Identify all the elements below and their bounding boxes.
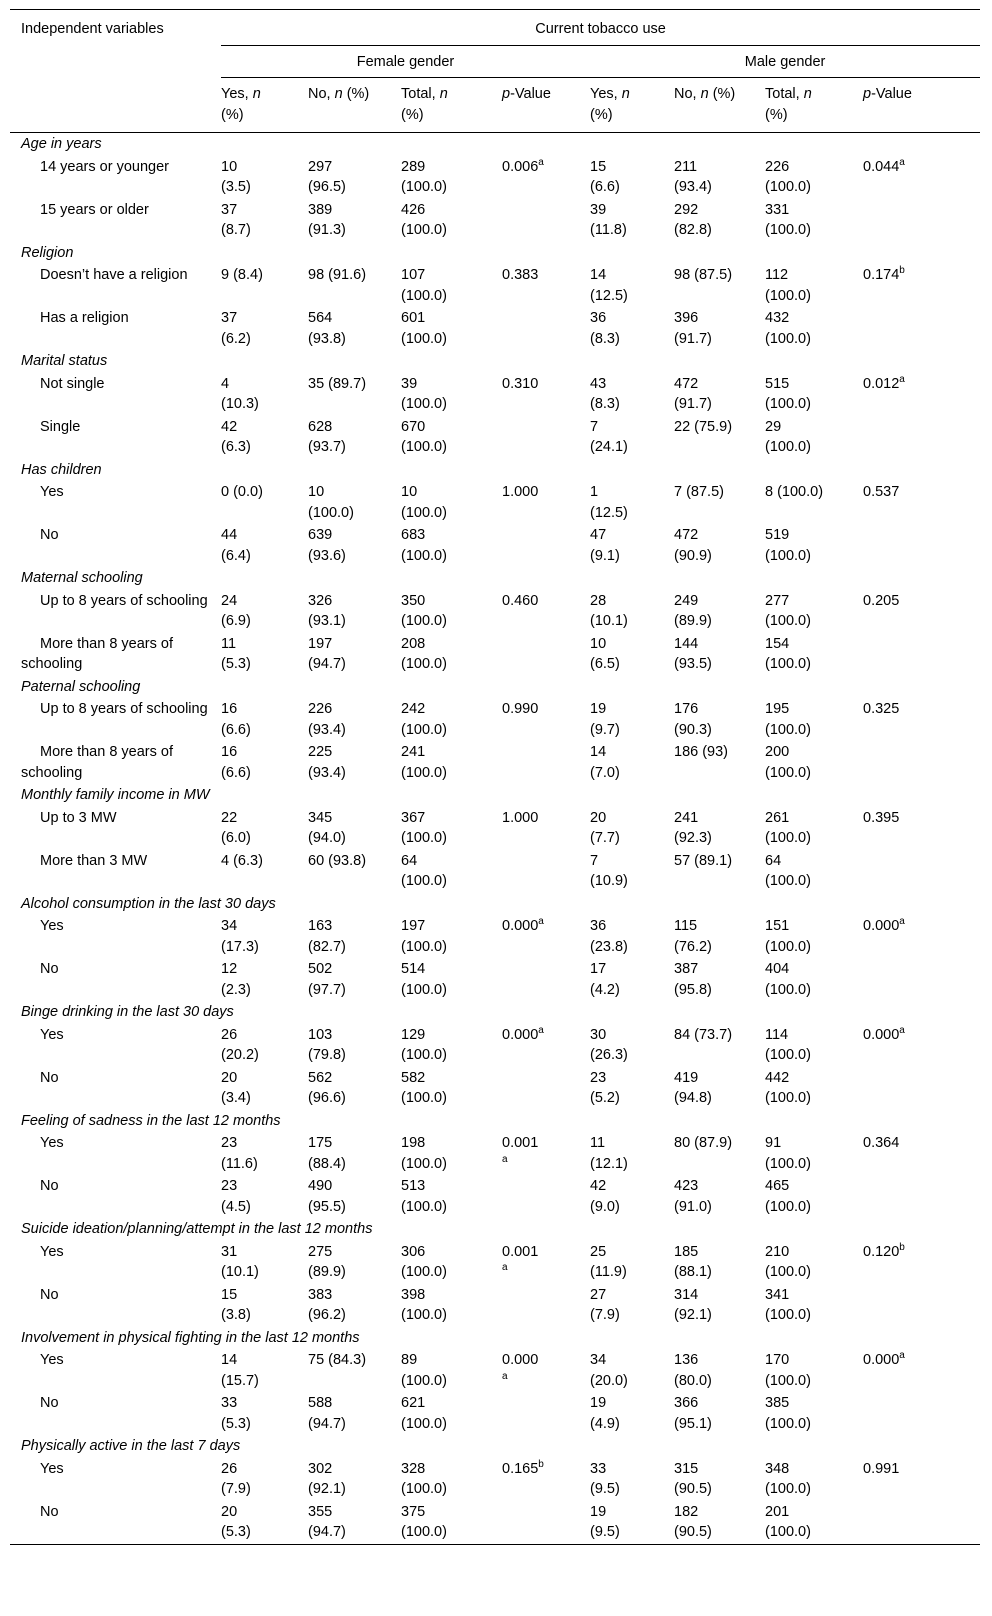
table-cell: 115 (76.2) <box>674 918 712 955</box>
table-cell: 15 (3.8) <box>221 1286 251 1323</box>
table-cell: 302 (92.1) <box>308 1460 346 1497</box>
table-cell: 98 (91.6) <box>308 267 367 283</box>
table-cell: 670 (100.0) <box>401 418 447 455</box>
row-label: No <box>40 1503 59 1520</box>
section-heading: Has children <box>21 461 102 478</box>
row-label: More than 8 years of schooling <box>21 635 173 672</box>
table-cell: 28 (10.1) <box>590 592 628 629</box>
p-value: 0.174$^b$ <box>863 265 905 283</box>
table-cell: 10 (3.5) <box>221 158 251 195</box>
table-cell: 17 (4.2) <box>590 961 620 998</box>
table-cell: 10 (6.5) <box>590 635 620 672</box>
table-cell: 10 (100.0) <box>401 484 447 521</box>
table-cell: 42 (6.3) <box>221 418 251 455</box>
p-value: 0.991 <box>863 1460 900 1477</box>
table-cell: 208 (100.0) <box>401 635 447 672</box>
table-cell: 366 (95.1) <box>674 1395 712 1432</box>
table-cell: 182 (90.5) <box>674 1503 712 1540</box>
table-cell: 423 (91.0) <box>674 1178 712 1215</box>
table-cell: 341 (100.0) <box>765 1286 811 1323</box>
section-heading: Binge drinking in the last 30 days <box>21 1004 234 1020</box>
p-value <box>863 1175 980 1218</box>
section-heading: Monthly family income in MW <box>21 787 210 803</box>
table-row <box>10 481 980 524</box>
table-cell: 210 (100.0) <box>765 1243 811 1280</box>
table-cell: 562 (96.6) <box>308 1069 346 1106</box>
table-cell: 15 (6.6) <box>590 158 620 195</box>
table-cell: 12 (2.3) <box>221 961 251 998</box>
table-cell: 564 (93.8) <box>308 310 346 347</box>
table-cell: 275 (89.9) <box>308 1243 346 1280</box>
table-row <box>10 1349 980 1392</box>
table-cell: 89 (100.0) <box>401 1352 447 1389</box>
p-value: 1.000 <box>502 484 539 500</box>
table-cell: 14 (7.0) <box>590 744 620 781</box>
table-cell: 39 (100.0) <box>401 375 447 412</box>
table-cell: 103 (79.8) <box>308 1026 346 1063</box>
p-value <box>863 524 980 567</box>
table-cell: 14 (15.7) <box>221 1352 259 1389</box>
table-cell: 60 (93.8) <box>308 852 367 869</box>
row-label: No <box>40 1069 59 1086</box>
table-cell: 64 (100.0) <box>765 852 811 889</box>
table-cell: 24 (6.9) <box>221 592 251 629</box>
section-heading: Marital status <box>21 353 108 369</box>
row-label: More than 8 years of schooling <box>21 744 173 781</box>
table-cell: 4 (10.3) <box>221 375 259 412</box>
table-cell: 472 (90.9) <box>674 527 712 564</box>
table-cell: 75 (84.3) <box>308 1352 367 1368</box>
p-value: 0.537 <box>863 484 900 500</box>
table-cell: 10 (100.0) <box>308 484 354 521</box>
row-label: Yes <box>40 1135 64 1151</box>
table-cell: 350 (100.0) <box>401 592 447 629</box>
column-header: Total, n (%) <box>401 86 448 123</box>
table-row <box>10 915 980 958</box>
column-header: p-Value <box>863 86 912 102</box>
table-cell: 367 (100.0) <box>401 809 447 846</box>
table-cell: 20 (5.3) <box>221 1503 251 1540</box>
row-label: No <box>40 961 59 977</box>
p-value: 0.383 <box>502 267 539 283</box>
table-cell: 197 (94.7) <box>308 635 346 672</box>
p-value: 0.000$^a$ <box>502 1024 544 1043</box>
table-cell: 91 (100.0) <box>765 1135 811 1172</box>
row-label: No <box>40 527 59 543</box>
table-cell: 114 (100.0) <box>765 1026 811 1063</box>
section-heading: Feeling of sadness in the last 12 months <box>21 1112 281 1129</box>
row-label: Up to 8 years of schooling <box>40 701 208 717</box>
row-label: Yes <box>40 1460 64 1477</box>
p-value <box>502 1392 590 1435</box>
p-value: 0.000 $^a$ <box>502 1352 539 1382</box>
table-cell: 197 (100.0) <box>401 918 447 955</box>
table-cell: 23 (5.2) <box>590 1069 620 1106</box>
table-row <box>10 590 980 633</box>
table-cell: 23 (11.6) <box>221 1135 258 1172</box>
row-label: No <box>40 1395 59 1411</box>
table-row <box>10 199 980 242</box>
p-value <box>863 958 980 1001</box>
section-heading: Religion <box>21 244 74 261</box>
table-cell: 211 (93.4) <box>674 158 712 195</box>
table-cell: 37 (8.7) <box>221 201 251 238</box>
p-value: 0.325 <box>863 701 900 717</box>
p-value: 1.000 <box>502 809 539 826</box>
table-cell: 297 (96.5) <box>308 158 346 195</box>
table-row <box>10 1458 980 1501</box>
table-cell: 80 (87.9) <box>674 1135 733 1151</box>
table-cell: 348 (100.0) <box>765 1460 811 1497</box>
table-cell: 225 (93.4) <box>308 744 346 781</box>
p-value: 0.120$^b$ <box>863 1241 905 1260</box>
table-cell: 502 (97.7) <box>308 961 346 998</box>
table-cell: 200 (100.0) <box>765 744 811 781</box>
p-value <box>863 850 980 893</box>
table-row <box>10 307 980 350</box>
row-label: Yes <box>40 1026 64 1043</box>
table-cell: 328 (100.0) <box>401 1460 447 1497</box>
table-row <box>10 633 980 676</box>
table-cell: 16 (6.6) <box>221 701 251 738</box>
table-cell: 331 (100.0) <box>765 201 811 238</box>
table-cell: 7 (87.5) <box>674 484 724 500</box>
table-cell: 154 (100.0) <box>765 635 811 672</box>
table-cell: 9 (8.4) <box>221 267 263 283</box>
p-value <box>502 416 590 459</box>
table-cell: 404 (100.0) <box>765 961 811 998</box>
table-cell: 314 (92.1) <box>674 1286 712 1323</box>
table-cell: 242 (100.0) <box>401 701 447 738</box>
table-cell: 1 (12.5) <box>590 484 628 521</box>
table-cell: 432 (100.0) <box>765 310 811 347</box>
p-value <box>863 199 980 242</box>
table-cell: 30 (26.3) <box>590 1026 628 1063</box>
p-value <box>863 1284 980 1327</box>
table-cell: 201 (100.0) <box>765 1503 811 1540</box>
table-cell: 107 (100.0) <box>401 267 447 304</box>
table-row <box>10 1024 980 1067</box>
table-cell: 0 (0.0) <box>221 484 263 500</box>
table-cell: 261 (100.0) <box>765 809 811 846</box>
row-label: More than 3 MW <box>40 852 148 869</box>
p-value: 0.000$^a$ <box>863 1350 905 1368</box>
table-cell: 36 (23.8) <box>590 918 628 955</box>
table-cell: 27 (7.9) <box>590 1286 620 1323</box>
section-heading: Physically active in the last 7 days <box>21 1438 241 1454</box>
row-label: 15 years or older <box>40 201 149 218</box>
table-cell: 289 (100.0) <box>401 158 447 195</box>
row-label: Not single <box>40 375 105 392</box>
table-cell: 35 (89.7) <box>308 375 367 392</box>
female-header: Female gender <box>221 45 590 78</box>
table-row <box>10 373 980 416</box>
column-header: p-Value <box>502 86 551 102</box>
table-row <box>10 741 980 784</box>
table-cell: 43 (8.3) <box>590 375 620 412</box>
table-row <box>10 1241 980 1284</box>
p-value: 0.205 <box>863 592 900 609</box>
table-cell: 19 (4.9) <box>590 1395 620 1432</box>
row-label: Yes <box>40 484 64 500</box>
p-value: 0.990 <box>502 701 539 717</box>
table-cell: 136 (80.0) <box>674 1352 712 1389</box>
column-header: Yes, n (%) <box>590 86 630 123</box>
p-value: 0.001 $^a$ <box>502 1243 539 1273</box>
p-value: 0.012$^a$ <box>863 373 905 392</box>
male-header: Male gender <box>590 45 980 78</box>
table-cell: 426 (100.0) <box>401 201 447 238</box>
p-value: 0.460 <box>502 592 539 609</box>
p-value: 0.001 $^a$ <box>502 1135 539 1165</box>
table-row <box>10 524 980 567</box>
column-header: Total, n (%) <box>765 86 812 123</box>
p-value <box>863 741 980 784</box>
p-value <box>502 1175 590 1218</box>
section-heading: Age in years <box>21 136 102 152</box>
table-cell: 47 (9.1) <box>590 527 620 564</box>
table-cell: 37 (6.2) <box>221 310 251 347</box>
p-value <box>502 1284 590 1327</box>
table-cell: 315 (90.5) <box>674 1460 712 1497</box>
table-cell: 465 (100.0) <box>765 1178 811 1215</box>
section-heading: Maternal schooling <box>21 570 143 586</box>
p-value <box>502 1501 590 1545</box>
row-label: Yes <box>40 1352 64 1368</box>
table-cell: 11 (5.3) <box>221 635 251 672</box>
table-cell: 389 (91.3) <box>308 201 346 238</box>
table-cell: 151 (100.0) <box>765 918 811 955</box>
table-cell: 33 (5.3) <box>221 1395 251 1432</box>
table-cell: 241 (92.3) <box>674 809 712 846</box>
table-cell: 7 (24.1) <box>590 418 628 455</box>
table-cell: 26 (20.2) <box>221 1026 259 1063</box>
table-cell: 514 (100.0) <box>401 961 447 998</box>
table-cell: 398 (100.0) <box>401 1286 447 1323</box>
table-cell: 20 (3.4) <box>221 1069 251 1106</box>
row-label: Up to 8 years of schooling <box>40 592 208 609</box>
p-value: 0.044$^a$ <box>863 156 905 175</box>
table-cell: 490 (95.5) <box>308 1178 346 1215</box>
table-cell: 33 (9.5) <box>590 1460 620 1497</box>
p-value: 0.395 <box>863 809 900 826</box>
row-label: Single <box>40 418 81 435</box>
table-row <box>10 850 980 893</box>
table-cell: 11 (12.1) <box>590 1135 628 1172</box>
table-cell: 396 (91.7) <box>674 310 712 347</box>
table-cell: 25 (11.9) <box>590 1243 627 1280</box>
table-cell: 472 (91.7) <box>674 375 712 412</box>
row-label: Up to 3 MW <box>40 809 117 826</box>
table-row <box>10 1501 980 1545</box>
column-header: No, n (%) <box>308 86 370 102</box>
row-label: No <box>40 1178 59 1194</box>
table-cell: 345 (94.0) <box>308 809 346 846</box>
table-cell: 385 (100.0) <box>765 1395 811 1432</box>
table-cell: 16 (6.6) <box>221 744 251 781</box>
table-cell: 519 (100.0) <box>765 527 811 564</box>
table-row <box>10 1392 980 1435</box>
table-row <box>10 958 980 1001</box>
spanner-header: Current tobacco use <box>221 10 980 46</box>
table-cell: 277 (100.0) <box>765 592 811 629</box>
table-cell: 628 (93.7) <box>308 418 346 455</box>
column-header: No, n (%) <box>674 86 736 102</box>
table-cell: 582 (100.0) <box>401 1069 447 1106</box>
section-heading: Involvement in physical fighting in the last 12 months <box>21 1329 360 1346</box>
p-value: 0.000$^a$ <box>863 916 905 934</box>
table-cell: 186 (93) <box>674 744 729 760</box>
table-cell: 34 (17.3) <box>221 918 259 955</box>
p-value: 0.165$^b$ <box>502 1458 544 1477</box>
table-cell: 513 (100.0) <box>401 1178 447 1215</box>
table-cell: 20 (7.7) <box>590 809 620 846</box>
section-heading: Alcohol consumption in the last 30 days <box>21 895 276 912</box>
p-value <box>863 416 980 459</box>
row-label: Yes <box>40 918 64 934</box>
table-cell: 84 (73.7) <box>674 1026 733 1043</box>
table-cell: 292 (82.8) <box>674 201 712 238</box>
p-value <box>863 307 980 350</box>
table-row <box>10 1132 980 1175</box>
table-cell: 44 (6.4) <box>221 527 251 564</box>
table-cell: 39 (11.8) <box>590 201 627 238</box>
column-header: Yes, n (%) <box>221 86 261 123</box>
table-row <box>10 1067 980 1110</box>
table-cell: 306 (100.0) <box>401 1243 447 1280</box>
table-body <box>10 133 980 1545</box>
table-cell: 29 (100.0) <box>765 418 811 455</box>
row-label: Has a religion <box>40 310 129 326</box>
table-cell: 7 (10.9) <box>590 852 628 889</box>
table-cell: 129 (100.0) <box>401 1026 447 1063</box>
table-cell: 621 (100.0) <box>401 1395 447 1432</box>
p-value: 0.000$^a$ <box>863 1024 905 1043</box>
p-value <box>863 1067 980 1110</box>
table-cell: 112 (100.0) <box>765 267 811 304</box>
table-cell: 36 (8.3) <box>590 310 620 347</box>
table-cell: 19 (9.7) <box>590 701 620 738</box>
table-cell: 98 (87.5) <box>674 267 733 283</box>
table-cell: 57 (89.1) <box>674 852 733 869</box>
table-cell: 226 (93.4) <box>308 701 346 738</box>
p-value <box>502 633 590 676</box>
row-label: Doesn’t have a religion <box>40 267 188 283</box>
table-cell: 8 (100.0) <box>765 484 824 500</box>
table-header <box>10 10 980 133</box>
table-row <box>10 156 980 199</box>
p-value <box>502 307 590 350</box>
table-cell: 241 (100.0) <box>401 744 447 781</box>
table-cell: 195 (100.0) <box>765 701 811 738</box>
table-cell: 22 (6.0) <box>221 809 251 846</box>
table-cell: 14 (12.5) <box>590 267 628 304</box>
table-cell: 19 (9.5) <box>590 1503 620 1540</box>
table-cell: 4 (6.3) <box>221 852 263 869</box>
table-cell: 185 (88.1) <box>674 1243 712 1280</box>
table-cell: 515 (100.0) <box>765 375 811 412</box>
table-cell: 226 (100.0) <box>765 158 811 195</box>
table-cell: 175 (88.4) <box>308 1135 346 1172</box>
table-cell: 144 (93.5) <box>674 635 712 672</box>
tobacco-use-table <box>10 9 980 1545</box>
table-row <box>10 416 980 459</box>
table-cell: 31 (10.1) <box>221 1243 259 1280</box>
p-value: 0.310 <box>502 375 539 392</box>
table-cell: 601 (100.0) <box>401 310 447 347</box>
table-row <box>10 807 980 850</box>
section-heading: Paternal schooling <box>21 678 141 695</box>
table-cell: 387 (95.8) <box>674 961 712 998</box>
p-value <box>502 741 590 784</box>
row-label: Yes <box>40 1243 64 1260</box>
table-cell: 442 (100.0) <box>765 1069 811 1106</box>
p-value <box>502 850 590 893</box>
table-cell: 198 (100.0) <box>401 1135 447 1172</box>
table-cell: 22 (75.9) <box>674 418 733 435</box>
table-cell: 383 (96.2) <box>308 1286 346 1323</box>
row-label: No <box>40 1286 59 1303</box>
table-cell: 34 (20.0) <box>590 1352 628 1389</box>
p-value: 0.006$^a$ <box>502 156 544 175</box>
p-value: 0.000$^a$ <box>502 916 544 934</box>
p-value <box>502 958 590 1001</box>
table-cell: 326 (93.1) <box>308 592 346 629</box>
table-cell: 683 (100.0) <box>401 527 447 564</box>
p-value <box>863 633 980 676</box>
table-cell: 375 (100.0) <box>401 1503 447 1540</box>
p-value <box>502 524 590 567</box>
table-cell: 588 (94.7) <box>308 1395 346 1432</box>
table-cell: 639 (93.6) <box>308 527 346 564</box>
table-cell: 26 (7.9) <box>221 1460 251 1497</box>
table-row <box>10 1175 980 1218</box>
p-value <box>502 199 590 242</box>
table-cell: 23 (4.5) <box>221 1178 251 1215</box>
stub-header: Independent variables <box>21 21 164 37</box>
p-value <box>863 1501 980 1545</box>
p-value: 0.364 <box>863 1135 900 1151</box>
table-cell: 163 (82.7) <box>308 918 346 955</box>
table-cell: 355 (94.7) <box>308 1503 346 1540</box>
row-label: 14 years or younger <box>40 158 169 175</box>
p-value <box>502 1067 590 1110</box>
table-cell: 64 (100.0) <box>401 852 447 889</box>
table-cell: 176 (90.3) <box>674 701 712 738</box>
table-row <box>10 1284 980 1327</box>
table-cell: 42 (9.0) <box>590 1178 620 1215</box>
section-heading: Suicide ideation/planning/attempt in the last 12 months <box>21 1221 373 1237</box>
table-row <box>10 698 980 741</box>
table-cell: 419 (94.8) <box>674 1069 712 1106</box>
table-cell: 170 (100.0) <box>765 1352 811 1389</box>
table-cell: 249 (89.9) <box>674 592 712 629</box>
table-row <box>10 264 980 307</box>
p-value <box>863 1392 980 1435</box>
